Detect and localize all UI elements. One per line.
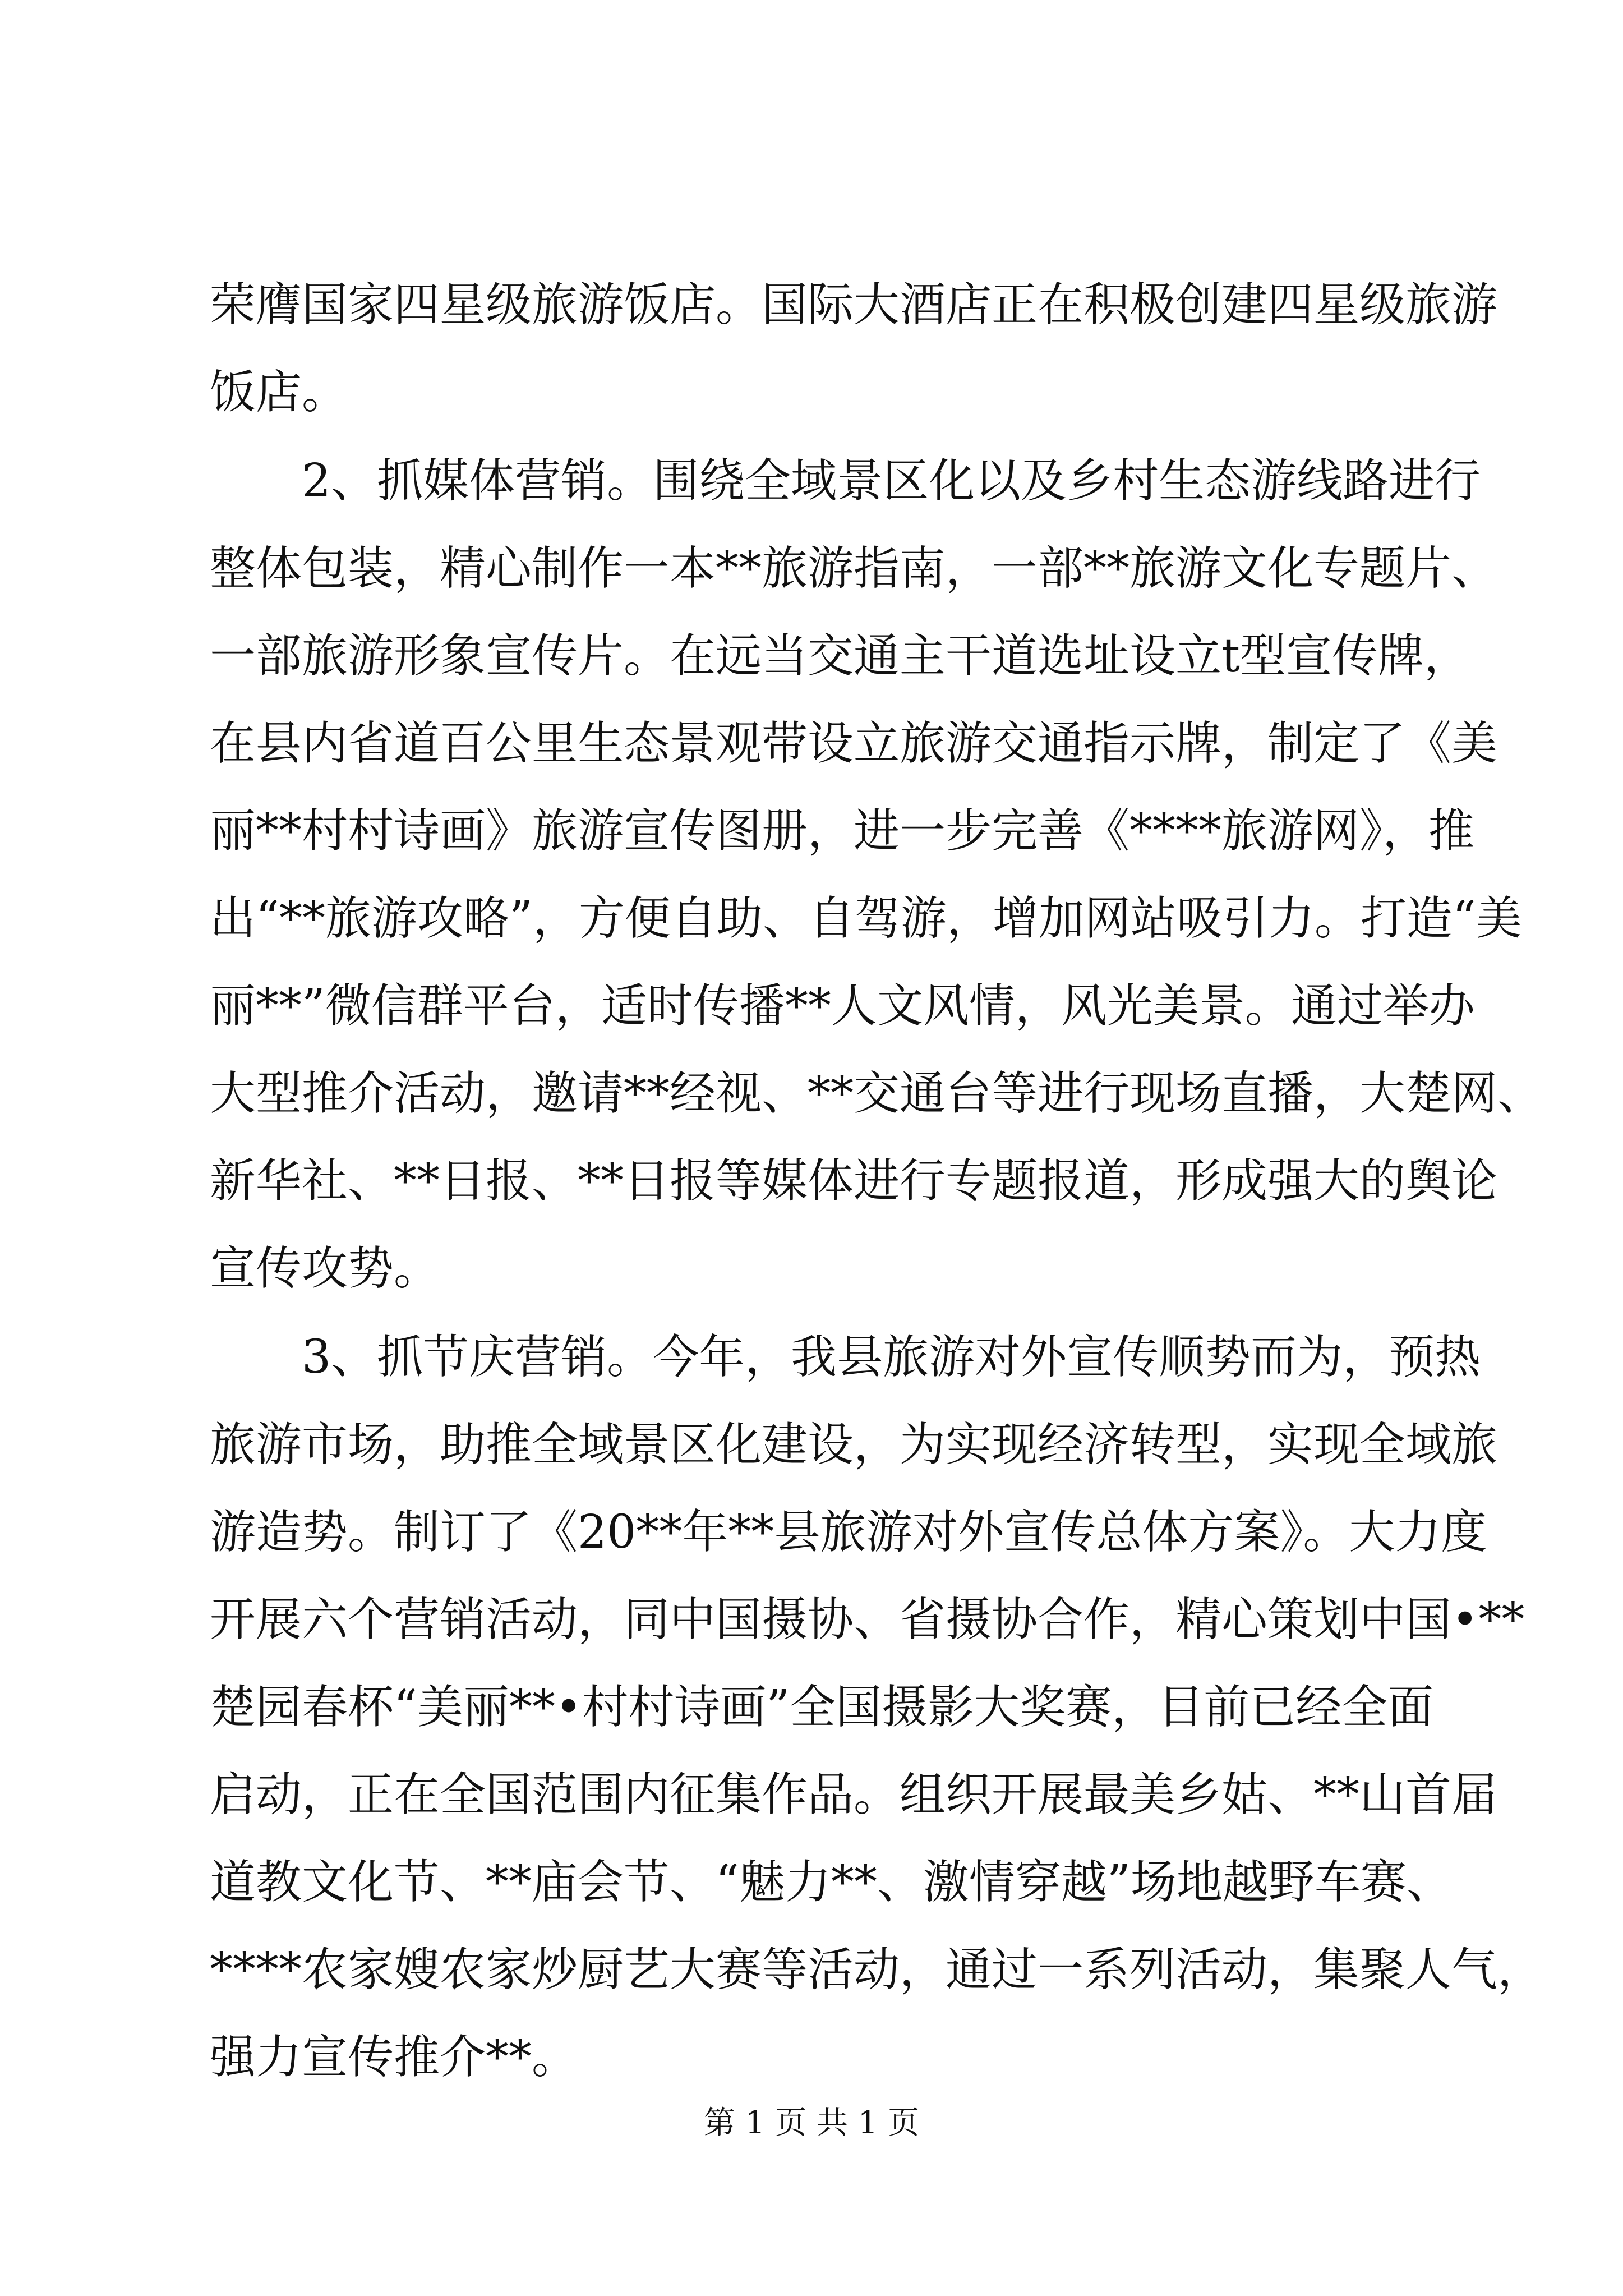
text-line: 整体包装，精心制作一本**旅游指南，一部**旅游文化专题片、 <box>210 542 1498 595</box>
text-line: 一部旅游形象宣传片。在远当交通主干道选址设立t型宣传牌， <box>210 629 1470 683</box>
text-line: ****农家嫂农家炒厨艺大赛等活动，通过一系列活动，集聚人气， <box>210 1943 1544 1996</box>
text-line: 启动，正在全国范围内征集作品。组织开展最美乡姑、**山首届 <box>210 1768 1498 1821</box>
paragraph-2-first-line: 2、抓媒体营销。围绕全域景区化以及乡村生态游线路进行 <box>302 454 1481 508</box>
text-line: 宣传攻势。 <box>210 1242 440 1295</box>
text-line: 强力宣传推介**。 <box>210 2031 578 2084</box>
text-line: 游造势。制订了《20**年**县旅游对外宣传总体方案》。大力度 <box>210 1506 1487 1559</box>
text-line: 新华社、**日报、**日报等媒体进行专题报道，形成强大的舆论 <box>210 1154 1498 1208</box>
text-line: 楚园春杯“美丽**•村村诗画”全国摄影大奖赛，目前已经全面 <box>210 1681 1434 1734</box>
text-line: 出“**旅游攻略”，方便自助、自驾游，增加网站吸引力。打造“美 <box>210 892 1522 945</box>
text-line: 旅游市场，助推全域景区化建设，为实现经济转型，实现全域旅 <box>210 1418 1498 1471</box>
text-line: 丽**村村诗画》旅游宣传图册，进一步完善《****旅游网》，推 <box>210 804 1475 858</box>
text-line: 饭店。 <box>210 366 348 419</box>
paragraph-3-first-line: 3、抓节庆营销。今年，我县旅游对外宣传顺势而为，预热 <box>302 1331 1481 1384</box>
text-line: 丽**”微信群平台，适时传播**人文风情，风光美景。通过举办 <box>210 979 1475 1033</box>
text-line: 在县内省道百公里生态景观带设立旅游交通指示牌，制定了《美 <box>210 717 1498 770</box>
text-line: 荣膺国家四星级旅游饭店。国际大酒店正在积极创建四星级旅游 <box>210 278 1498 332</box>
text-line: 开展六个营销活动，同中国摄协、省摄协合作，精心策划中国•** <box>210 1593 1525 1646</box>
page-footer: 第 1 页 共 1 页 <box>703 2105 920 2141</box>
text-line: 大型推介活动，邀请**经视、**交通台等进行现场直播，大楚网、 <box>210 1067 1544 1120</box>
text-line: 道教文化节、**庙会节、“魅力**、激情穿越”场地越野车赛、 <box>210 1856 1453 1909</box>
